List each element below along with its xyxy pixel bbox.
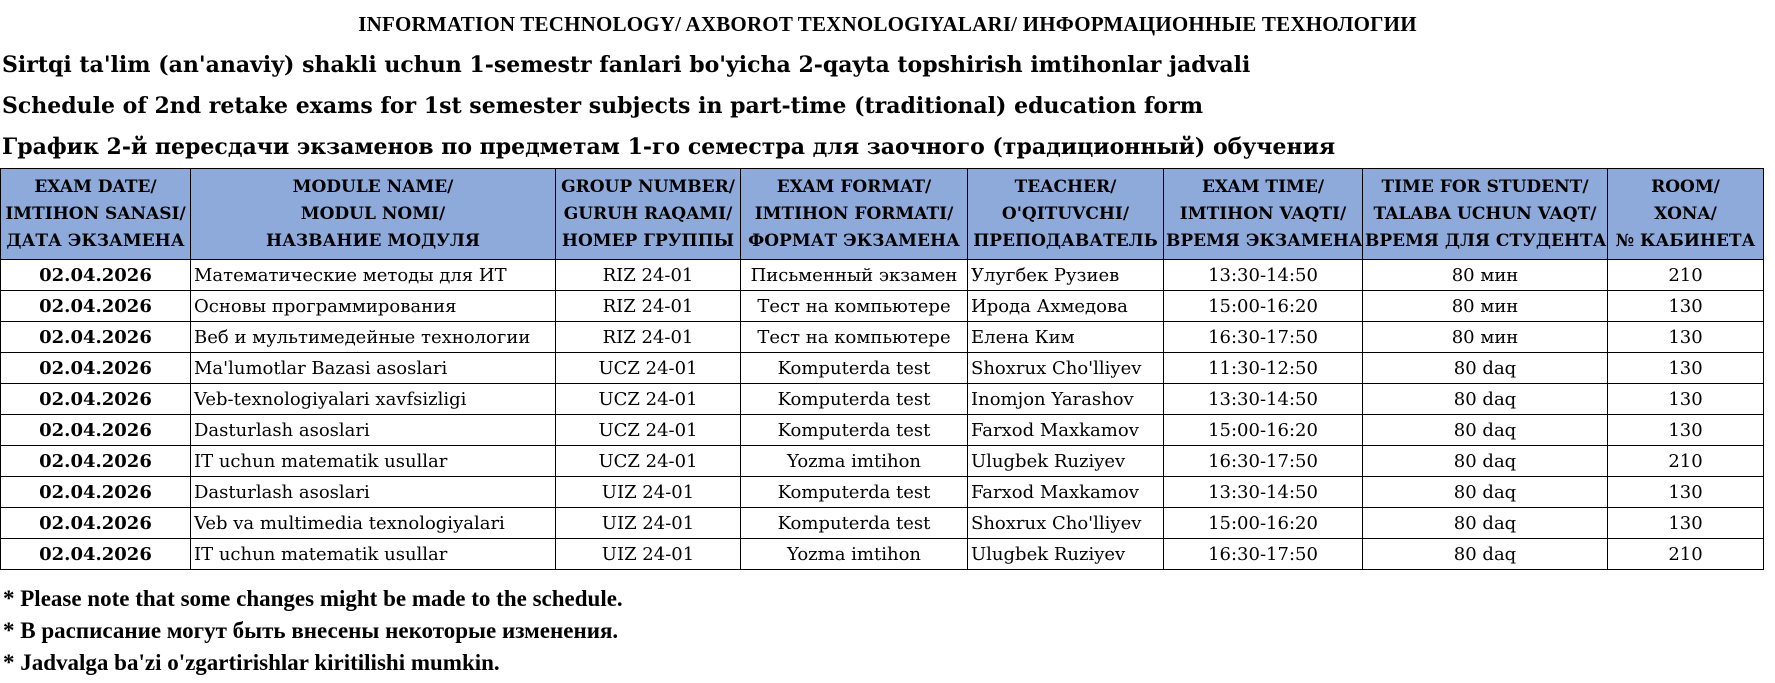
table-row	[1, 415, 1764, 446]
cell-module-name: Веб и мультимедейные технологии	[191, 322, 556, 353]
table-row	[1, 260, 1764, 291]
header-line: IMTIHON VAQTI/	[1179, 203, 1347, 224]
cell-teacher: Farxod Maxkamov	[968, 415, 1164, 446]
header-exam-date	[1, 169, 191, 260]
header-line: O'QITUVCHI/	[1001, 203, 1130, 224]
cell-exam-date: 02.04.2026	[1, 353, 191, 384]
notes-section	[3, 583, 623, 679]
header-line: НАЗВАНИЕ МОДУЛЯ	[266, 230, 480, 251]
cell-exam-time: 15:00-16:20	[1164, 508, 1363, 539]
cell-teacher: Ирода Ахмедова	[968, 291, 1164, 322]
subtitle-english: Schedule of 2nd retake exams for 1st semester subjects in part-time (traditional) education form	[2, 93, 1203, 119]
header-line: № КАБИНЕТА	[1615, 230, 1756, 251]
header-room	[1608, 169, 1764, 260]
header-line: ВРЕМЯ ЭКЗАМЕНА	[1166, 230, 1363, 251]
header-exam-format	[741, 169, 968, 260]
cell-exam-date: 02.04.2026	[1, 477, 191, 508]
cell-teacher: Farxod Maxkamov	[968, 477, 1164, 508]
cell-room: 130	[1608, 353, 1764, 384]
header-line: ВРЕМЯ ДЛЯ СТУДЕНТА	[1365, 230, 1607, 251]
header-line: XONA/	[1654, 203, 1717, 224]
exam-schedule-table	[0, 168, 1764, 570]
header-line: TEACHER/	[1014, 176, 1117, 197]
cell-exam-time: 16:30-17:50	[1164, 446, 1363, 477]
header-line: EXAM FORMAT/	[776, 176, 932, 197]
cell-exam-date: 02.04.2026	[1, 415, 191, 446]
subtitle-uzbek: Sirtqi ta'lim (an'anaviy) shakli uchun 1-semestr fanlari bo'yicha 2-qayta topshirish imtihonlar jadvali	[2, 52, 1251, 78]
cell-group-number: RIZ 24-01	[556, 260, 741, 291]
cell-room: 210	[1608, 260, 1764, 291]
cell-time-for-student: 80 daq	[1363, 508, 1608, 539]
header-line: TALABA UCHUN VAQT/	[1373, 203, 1597, 224]
cell-time-for-student: 80 мин	[1363, 260, 1608, 291]
cell-exam-date: 02.04.2026	[1, 322, 191, 353]
cell-time-for-student: 80 daq	[1363, 415, 1608, 446]
cell-time-for-student: 80 daq	[1363, 477, 1608, 508]
cell-time-for-student: 80 daq	[1363, 446, 1608, 477]
cell-group-number: UCZ 24-01	[556, 353, 741, 384]
cell-group-number: UIZ 24-01	[556, 508, 741, 539]
cell-teacher: Ulugbek Ruziyev	[968, 539, 1164, 570]
cell-room: 130	[1608, 291, 1764, 322]
table-header-row	[1, 169, 1764, 260]
header-module-name	[191, 169, 556, 260]
cell-module-name: Dasturlash asoslari	[191, 477, 556, 508]
cell-room: 130	[1608, 415, 1764, 446]
cell-room: 130	[1608, 477, 1764, 508]
cell-exam-time: 13:30-14:50	[1164, 384, 1363, 415]
cell-time-for-student: 80 daq	[1363, 384, 1608, 415]
header-line: ПРЕПОДАВАТЕЛЬ	[973, 230, 1158, 251]
header-line: EXAM TIME/	[1201, 176, 1325, 197]
cell-exam-date: 02.04.2026	[1, 446, 191, 477]
cell-exam-format: Тест на компьютере	[741, 291, 968, 322]
cell-teacher: Shoxrux Cho'lliyev	[968, 508, 1164, 539]
cell-module-name: Математические методы для ИТ	[191, 260, 556, 291]
cell-group-number: RIZ 24-01	[556, 322, 741, 353]
cell-exam-format: Komputerda test	[741, 477, 968, 508]
note-english: * Please note that some changes might be made to the schedule.	[3, 586, 623, 611]
cell-exam-time: 15:00-16:20	[1164, 415, 1363, 446]
cell-exam-format: Письменный экзамен	[741, 260, 968, 291]
cell-exam-time: 13:30-14:50	[1164, 477, 1363, 508]
header-group-number	[556, 169, 741, 260]
cell-exam-time: 15:00-16:20	[1164, 291, 1363, 322]
cell-exam-format: Komputerda test	[741, 415, 968, 446]
cell-exam-format: Yozma imtihon	[741, 539, 968, 570]
cell-exam-time: 13:30-14:50	[1164, 260, 1363, 291]
cell-time-for-student: 80 мин	[1363, 291, 1608, 322]
header-line: IMTIHON FORMATI/	[754, 203, 954, 224]
cell-teacher: Inomjon Yarashov	[968, 384, 1164, 415]
table-row	[1, 322, 1764, 353]
cell-teacher: Улугбек Рузиев	[968, 260, 1164, 291]
cell-exam-format: Yozma imtihon	[741, 446, 968, 477]
header-line: ФОРМАТ ЭКЗАМЕНА	[748, 230, 960, 251]
cell-room: 130	[1608, 322, 1764, 353]
page-title: INFORMATION TECHNOLOGY/ AXBOROT TEXNOLOGIYALARI/ ИНФОРМАЦИОННЫЕ ТЕХНОЛОГИИ	[358, 12, 1417, 36]
table-row	[1, 446, 1764, 477]
cell-teacher: Ulugbek Ruziyev	[968, 446, 1164, 477]
cell-module-name: IT uchun matematik usullar	[191, 446, 556, 477]
header-line: MODULE NAME/	[292, 176, 454, 197]
header-teacher	[968, 169, 1164, 260]
note-russian: * В расписание могут быть внесены некоторые изменения.	[3, 618, 619, 643]
header-line: MODUL NOMI/	[300, 203, 446, 224]
header-line: EXAM DATE/	[34, 176, 157, 197]
cell-group-number: UCZ 24-01	[556, 446, 741, 477]
cell-group-number: RIZ 24-01	[556, 291, 741, 322]
table-row	[1, 477, 1764, 508]
cell-exam-time: 16:30-17:50	[1164, 539, 1363, 570]
header-line: НОМЕР ГРУППЫ	[561, 230, 735, 251]
cell-room: 210	[1608, 539, 1764, 570]
cell-exam-date: 02.04.2026	[1, 508, 191, 539]
header-time-for-student	[1363, 169, 1608, 260]
subtitle-russian: График 2-й пересдачи экзаменов по предметам 1-го семестра для заочного (традиционный) обучения	[2, 134, 1336, 160]
table-row	[1, 353, 1764, 384]
cell-time-for-student: 80 daq	[1363, 353, 1608, 384]
header-line: TIME FOR STUDENT/	[1381, 176, 1589, 197]
cell-module-name: Основы программирования	[191, 291, 556, 322]
cell-exam-format: Тест на компьютере	[741, 322, 968, 353]
cell-exam-time: 16:30-17:50	[1164, 322, 1363, 353]
cell-group-number: UCZ 24-01	[556, 415, 741, 446]
cell-time-for-student: 80 мин	[1363, 322, 1608, 353]
cell-module-name: Dasturlash asoslari	[191, 415, 556, 446]
cell-module-name: Veb va multimedia texnologiyalari	[191, 508, 556, 539]
table-row	[1, 539, 1764, 570]
cell-module-name: IT uchun matematik usullar	[191, 539, 556, 570]
table-row	[1, 291, 1764, 322]
cell-group-number: UIZ 24-01	[556, 477, 741, 508]
cell-teacher: Елена Ким	[968, 322, 1164, 353]
table-row	[1, 384, 1764, 415]
cell-module-name: Ma'lumotlar Bazasi asoslari	[191, 353, 556, 384]
cell-exam-date: 02.04.2026	[1, 260, 191, 291]
cell-room: 130	[1608, 508, 1764, 539]
cell-exam-time: 11:30-12:50	[1164, 353, 1363, 384]
note-uzbek: * Jadvalga ba'zi o'zgartirishlar kiritilishi mumkin.	[3, 650, 500, 675]
cell-exam-format: Komputerda test	[741, 384, 968, 415]
header-exam-time	[1164, 169, 1363, 260]
cell-group-number: UCZ 24-01	[556, 384, 741, 415]
header-line: IMTIHON SANASI/	[5, 203, 186, 224]
cell-group-number: UIZ 24-01	[556, 539, 741, 570]
cell-teacher: Shoxrux Cho'lliyev	[968, 353, 1164, 384]
cell-exam-date: 02.04.2026	[1, 539, 191, 570]
cell-time-for-student: 80 daq	[1363, 539, 1608, 570]
cell-exam-format: Komputerda test	[741, 508, 968, 539]
cell-exam-format: Komputerda test	[741, 353, 968, 384]
cell-room: 130	[1608, 384, 1764, 415]
header-line: GURUH RAQAMI/	[563, 203, 733, 224]
header-line: ДАТА ЭКЗАМЕНА	[6, 230, 185, 251]
cell-exam-date: 02.04.2026	[1, 291, 191, 322]
table-row	[1, 508, 1764, 539]
cell-module-name: Veb-texnologiyalari xavfsizligi	[191, 384, 556, 415]
cell-room: 210	[1608, 446, 1764, 477]
header-line: ROOM/	[1651, 176, 1720, 197]
header-line: GROUP NUMBER/	[561, 176, 735, 197]
cell-exam-date: 02.04.2026	[1, 384, 191, 415]
